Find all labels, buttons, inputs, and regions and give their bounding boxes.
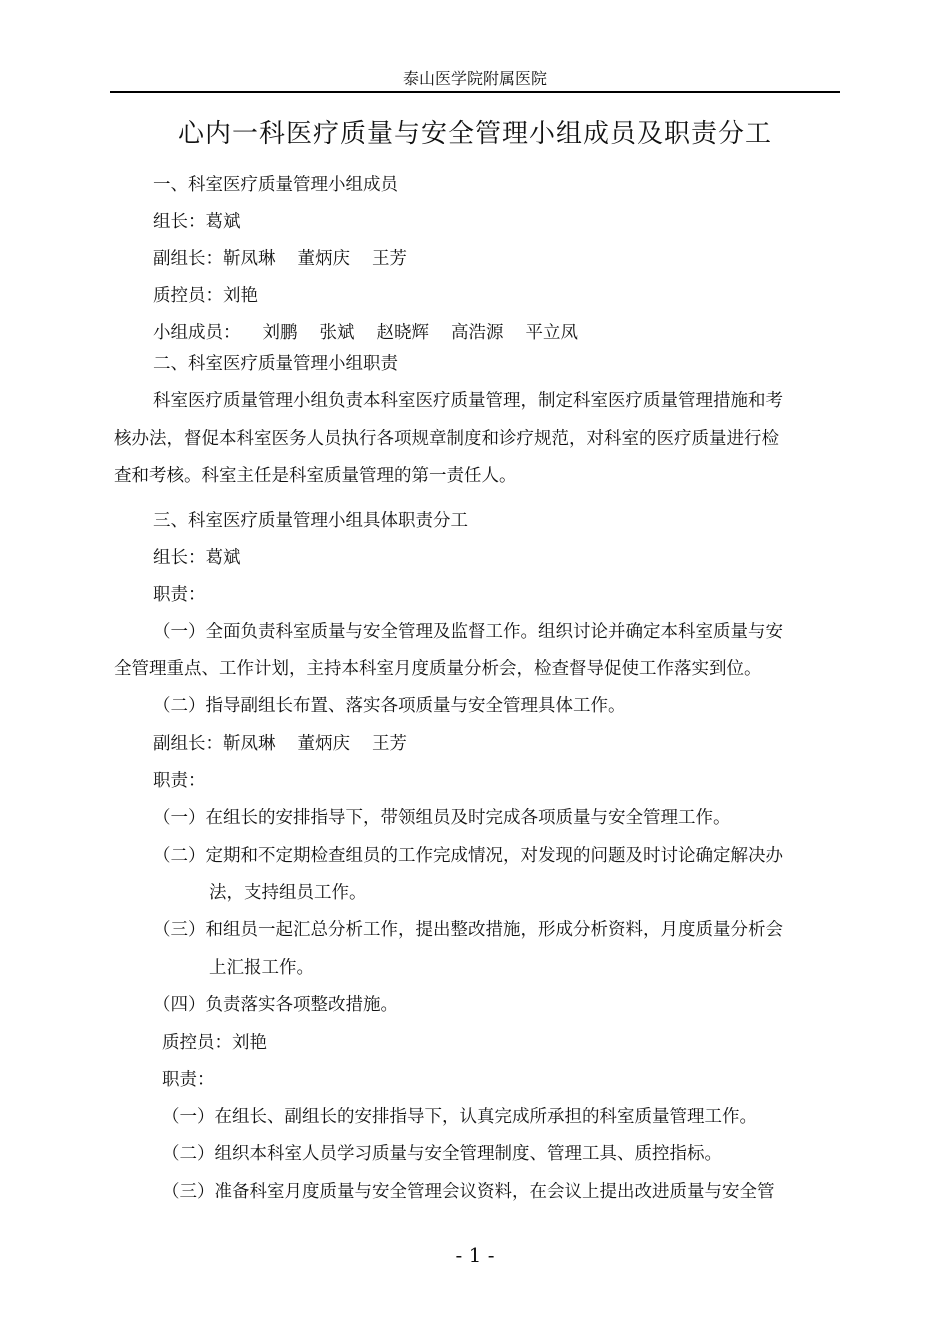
deputy-name: 董炳庆 xyxy=(297,734,350,754)
deputy-label: 副组长： xyxy=(153,734,223,754)
duty-label: 职责： xyxy=(153,771,206,791)
duty-item-continued: 上汇报工作。 xyxy=(209,958,314,978)
qc-label: 质控员： xyxy=(153,286,223,306)
qc-line xyxy=(153,282,258,307)
deputy-line xyxy=(153,730,407,755)
members-line xyxy=(153,319,578,344)
paragraph-line: 科室医疗质量管理小组负责本科室医疗质量管理，制定科室医疗质量管理措施和考 xyxy=(153,391,783,411)
qc-label: 质控员： xyxy=(162,1033,232,1053)
duty-item: （二）指导副组长布置、落实各项质量与安全管理具体工作。 xyxy=(153,696,626,716)
qc-line xyxy=(162,1029,267,1054)
document-title: 心内一科医疗质量与安全管理小组成员及职责分工 xyxy=(177,119,772,149)
deputy-name: 王芳 xyxy=(372,734,407,754)
members-label: 小组成员： xyxy=(153,323,241,343)
section-heading-3: 三、科室医疗质量管理小组具体职责分工 xyxy=(153,511,468,531)
leader-name: 葛斌 xyxy=(205,548,241,568)
qc-name: 刘艳 xyxy=(232,1033,267,1053)
deputy-name: 王芳 xyxy=(372,249,407,269)
member-name: 高浩源 xyxy=(451,323,504,343)
member-name: 赵晓辉 xyxy=(376,323,429,343)
duty-label: 职责： xyxy=(162,1070,215,1090)
section-heading-2: 二、科室医疗质量管理小组职责 xyxy=(153,354,398,374)
duty-item: （一）在组长的安排指导下，带领组员及时完成各项质量与安全管理工作。 xyxy=(153,808,731,828)
deputy-name: 靳凤琳 xyxy=(223,249,276,269)
page-number: - 1 - xyxy=(455,1243,495,1267)
paragraph-line: 查和考核。科室主任是科室质量管理的第一责任人。 xyxy=(114,466,517,486)
duty-item: （三）和组员一起汇总分析工作，提出整改措施，形成分析资料，月度质量分析会 xyxy=(153,920,783,940)
duty-item: （三）准备科室月度质量与安全管理会议资料，在会议上提出改进质量与安全管 xyxy=(162,1182,775,1202)
duty-item-continued: 全管理重点、工作计划，主持本科室月度质量分析会，检查督导促使工作落实到位。 xyxy=(114,659,762,679)
member-name: 刘鹏 xyxy=(262,323,298,343)
paragraph-line: 核办法，督促本科室医务人员执行各项规章制度和诊疗规范，对科室的医疗质量进行检 xyxy=(114,429,779,449)
deputy-name: 靳凤琳 xyxy=(223,734,276,754)
deputy-label: 副组长： xyxy=(153,249,223,269)
member-name: 平立凤 xyxy=(525,323,578,343)
duty-item-continued: 法，支持组员工作。 xyxy=(209,883,367,903)
section-heading-1: 一、科室医疗质量管理小组成员 xyxy=(153,175,398,195)
duty-item: （二）定期和不定期检查组员的工作完成情况，对发现的问题及时讨论确定解决办 xyxy=(153,846,783,866)
leader-label: 组长： xyxy=(153,548,206,568)
duty-item: （四）负责落实各项整改措施。 xyxy=(153,995,398,1015)
qc-name: 刘艳 xyxy=(223,286,258,306)
member-name: 张斌 xyxy=(319,323,355,343)
duty-item: （一）在组长、副组长的安排指导下，认真完成所承担的科室质量管理工作。 xyxy=(162,1107,757,1127)
leader-label: 组长： xyxy=(153,212,206,232)
leader-line xyxy=(153,208,241,233)
leader-line xyxy=(153,544,241,569)
header-divider xyxy=(110,91,840,93)
duty-label: 职责： xyxy=(153,585,206,605)
running-header: 泰山医学院附属医院 xyxy=(402,69,547,88)
duty-item: （二）组织本科室人员学习质量与安全管理制度、管理工具、质控指标。 xyxy=(162,1144,722,1164)
deputy-line xyxy=(153,245,407,270)
leader-name: 葛斌 xyxy=(205,212,241,232)
deputy-name: 董炳庆 xyxy=(297,249,350,269)
duty-item: （一）全面负责科室质量与安全管理及监督工作。组织讨论并确定本科室质量与安 xyxy=(153,622,783,642)
